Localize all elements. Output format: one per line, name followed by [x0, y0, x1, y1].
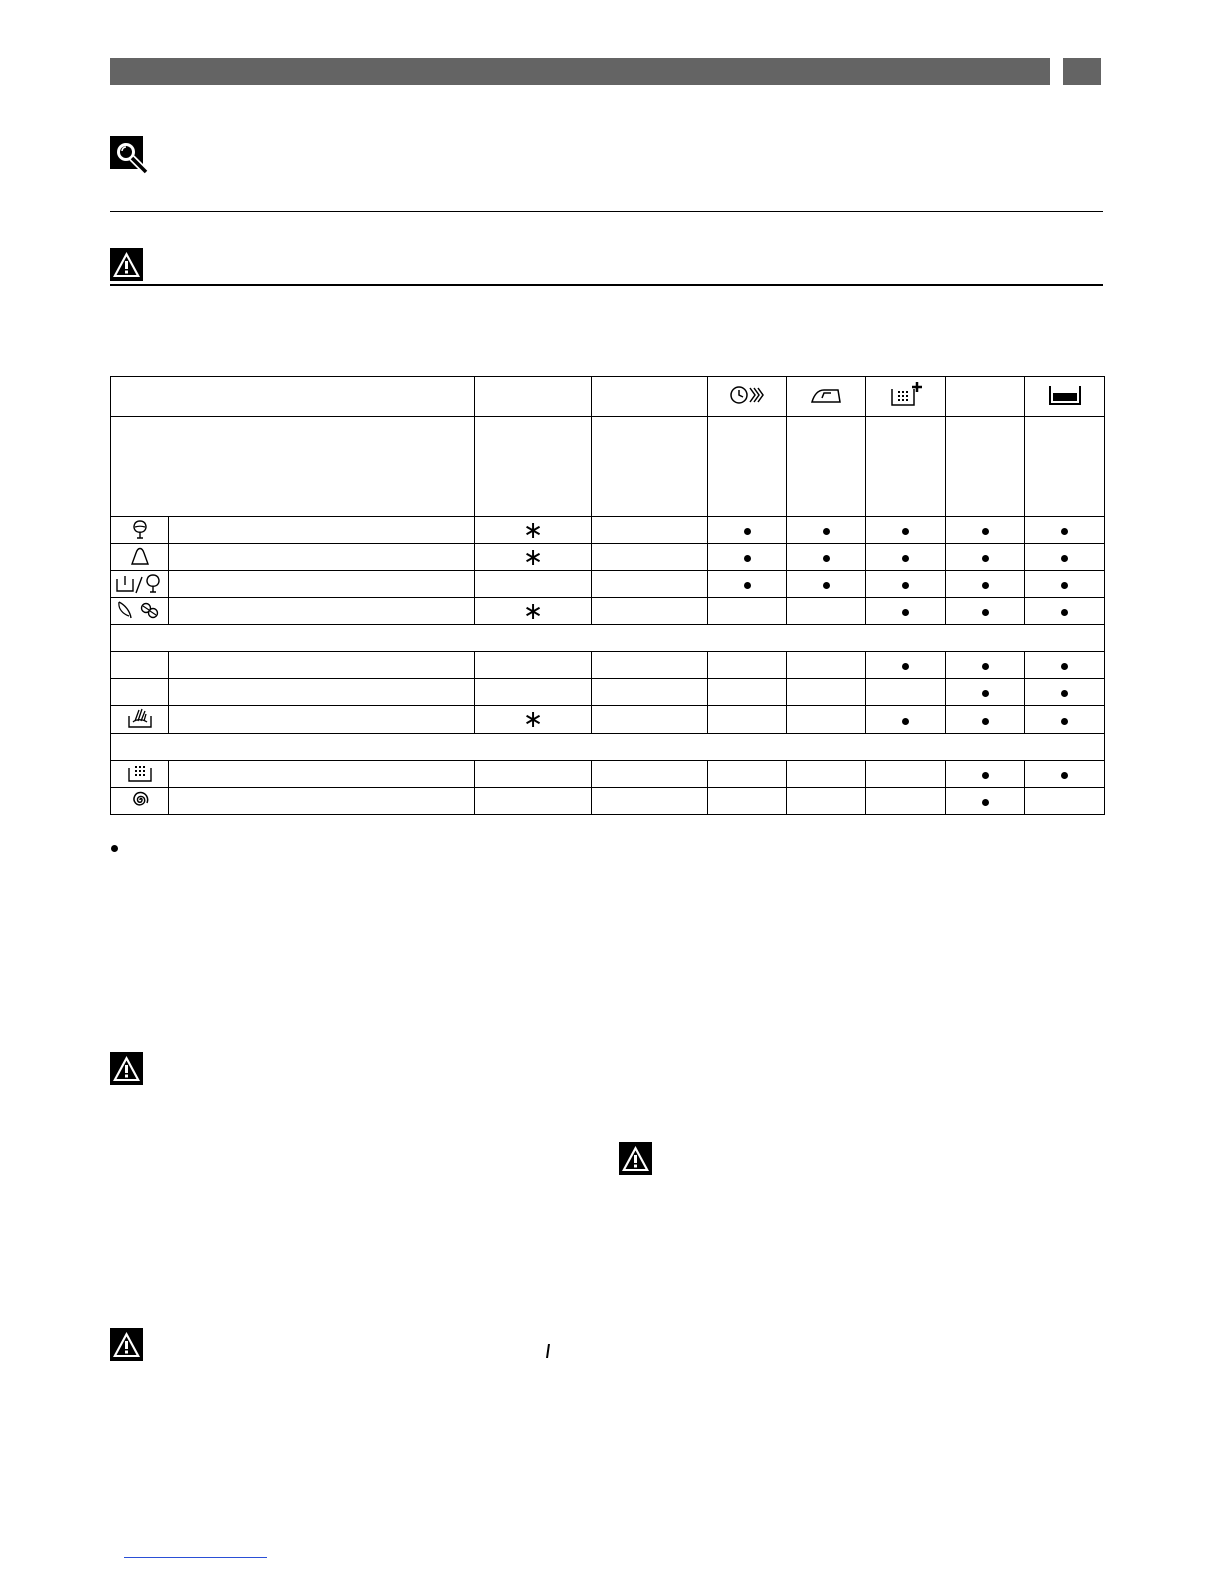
option-cell	[1025, 706, 1105, 734]
warning-icon	[619, 1142, 652, 1175]
cold-option-cell	[475, 598, 592, 625]
option-available-dot	[902, 663, 909, 670]
option-cell	[946, 544, 1025, 571]
table-row	[111, 571, 1105, 598]
table-row	[111, 788, 1105, 815]
option-available-dot	[1061, 582, 1068, 589]
option-cell	[708, 652, 787, 679]
cold-option-cell	[475, 706, 592, 734]
value-cell	[592, 652, 708, 679]
option-cell	[787, 652, 866, 679]
option-cell	[787, 598, 866, 625]
cold-option-cell	[475, 788, 592, 815]
programme-name-cell	[169, 706, 475, 734]
table-subheader-cell	[1025, 417, 1105, 517]
programme-name-cell	[169, 517, 475, 544]
option-cell	[946, 652, 1025, 679]
option-cell	[946, 761, 1025, 788]
prewash-icon	[111, 761, 169, 788]
option-cell	[708, 788, 787, 815]
option-available-dot	[823, 555, 830, 562]
legend-dot	[111, 845, 118, 852]
table-subheader-cell	[866, 417, 946, 517]
handwash-cotton-icon	[111, 571, 169, 598]
cold-option-cell	[475, 544, 592, 571]
option-available-dot	[902, 555, 909, 562]
option-cell	[787, 517, 866, 544]
table-subheader-cell	[787, 417, 866, 517]
warning-icon	[110, 1328, 143, 1361]
option-available-dot	[982, 528, 989, 535]
option-available-dot	[823, 528, 830, 535]
intensive-icon	[866, 377, 946, 417]
programme-table	[110, 376, 1105, 815]
option-cell	[866, 761, 946, 788]
option-cell	[708, 761, 787, 788]
option-cell	[1025, 761, 1105, 788]
option-available-dot	[902, 609, 909, 616]
option-cell	[1025, 788, 1105, 815]
table-subheader-cell	[592, 417, 708, 517]
value-cell	[592, 679, 708, 706]
programme-name-cell	[169, 652, 475, 679]
option-cell	[946, 706, 1025, 734]
table-subheader-cell	[111, 417, 475, 517]
value-cell	[592, 706, 708, 734]
option-available-dot	[1061, 609, 1068, 616]
programme-name-cell	[169, 761, 475, 788]
option-cell	[866, 652, 946, 679]
cold-option-cell	[475, 652, 592, 679]
option-available-dot	[982, 718, 989, 725]
option-available-dot	[902, 582, 909, 589]
option-cell	[946, 571, 1025, 598]
option-cell	[866, 598, 946, 625]
spin-icon	[111, 788, 169, 815]
programme-name-cell	[169, 679, 475, 706]
option-cell	[946, 517, 1025, 544]
option-cell	[787, 788, 866, 815]
option-available-dot	[1061, 690, 1068, 697]
option-available-dot	[823, 582, 830, 589]
rinse-hold-icon	[1025, 377, 1105, 417]
option-available-dot	[1061, 718, 1068, 725]
link-underline[interactable]	[124, 1557, 267, 1558]
star-mark: ∗	[522, 705, 544, 733]
option-cell	[866, 679, 946, 706]
table-header-cell	[111, 377, 475, 417]
option-available-dot	[982, 772, 989, 779]
value-cell	[592, 761, 708, 788]
table-subheader-cell	[708, 417, 787, 517]
value-cell	[592, 571, 708, 598]
star-mark: ∗	[522, 515, 544, 544]
time-saving-icon	[708, 377, 787, 417]
option-cell	[787, 679, 866, 706]
icon-cell	[111, 679, 169, 706]
option-available-dot	[1061, 772, 1068, 779]
text-cursor-mark	[546, 1344, 550, 1358]
programme-name-cell	[169, 544, 475, 571]
synthetics-icon	[111, 544, 169, 571]
option-cell	[866, 788, 946, 815]
option-cell	[1025, 652, 1105, 679]
value-cell	[592, 517, 708, 544]
option-cell	[787, 571, 866, 598]
magnifier-icon	[110, 136, 143, 169]
option-available-dot	[744, 555, 751, 562]
table-header-cell	[946, 377, 1025, 417]
easy-iron-icon	[787, 377, 866, 417]
table-row	[111, 598, 1105, 625]
table-subheader-cell	[946, 417, 1025, 517]
option-cell	[1025, 679, 1105, 706]
option-available-dot	[982, 555, 989, 562]
option-available-dot	[982, 799, 989, 806]
cotton-icon	[111, 517, 169, 544]
wool-silk-icon	[111, 598, 169, 625]
warning-icon	[110, 1052, 143, 1085]
option-cell	[946, 679, 1025, 706]
value-cell	[592, 544, 708, 571]
option-available-dot	[982, 690, 989, 697]
option-cell	[1025, 571, 1105, 598]
table-row	[111, 517, 1105, 544]
table-section-row	[111, 734, 1105, 761]
option-cell	[787, 544, 866, 571]
cold-option-cell	[475, 517, 592, 544]
option-available-dot	[982, 582, 989, 589]
option-cell	[708, 598, 787, 625]
option-cell	[1025, 598, 1105, 625]
programme-name-cell	[169, 571, 475, 598]
option-available-dot	[1061, 663, 1068, 670]
programme-name-cell	[169, 598, 475, 625]
option-cell	[787, 706, 866, 734]
option-cell	[866, 517, 946, 544]
table-header-cell	[475, 377, 592, 417]
option-cell	[946, 598, 1025, 625]
divider-thin	[110, 211, 1103, 212]
cold-option-cell	[475, 571, 592, 598]
option-cell	[708, 679, 787, 706]
option-cell	[866, 544, 946, 571]
warning-icon	[110, 248, 143, 281]
option-cell	[708, 571, 787, 598]
option-cell	[787, 761, 866, 788]
table-row	[111, 761, 1105, 788]
table-subheader-cell	[475, 417, 592, 517]
option-available-dot	[1061, 555, 1068, 562]
section-cell	[111, 625, 1105, 652]
table-row	[111, 544, 1105, 571]
value-cell	[592, 598, 708, 625]
option-available-dot	[744, 582, 751, 589]
section-cell	[111, 734, 1105, 761]
option-cell	[1025, 544, 1105, 571]
icon-cell	[111, 652, 169, 679]
value-cell	[592, 788, 708, 815]
cold-option-cell	[475, 761, 592, 788]
table-row	[111, 652, 1105, 679]
option-cell	[708, 706, 787, 734]
hand-wash-icon	[111, 706, 169, 734]
page-number-tab	[1063, 58, 1101, 85]
option-available-dot	[744, 528, 751, 535]
star-mark: ∗	[522, 542, 544, 571]
cold-option-cell	[475, 679, 592, 706]
option-available-dot	[982, 663, 989, 670]
programme-name-cell	[169, 788, 475, 815]
option-cell	[866, 706, 946, 734]
option-available-dot	[902, 718, 909, 725]
option-cell	[708, 544, 787, 571]
option-cell	[866, 571, 946, 598]
table-section-row	[111, 625, 1105, 652]
divider-thick	[110, 284, 1103, 286]
table-row	[111, 706, 1105, 734]
option-available-dot	[1061, 528, 1068, 535]
option-available-dot	[982, 609, 989, 616]
option-cell	[1025, 517, 1105, 544]
header-bar	[110, 58, 1050, 85]
table-header-cell	[592, 377, 708, 417]
option-cell	[708, 517, 787, 544]
option-cell	[946, 788, 1025, 815]
table-row	[111, 679, 1105, 706]
option-available-dot	[902, 528, 909, 535]
star-mark: ∗	[522, 596, 544, 625]
